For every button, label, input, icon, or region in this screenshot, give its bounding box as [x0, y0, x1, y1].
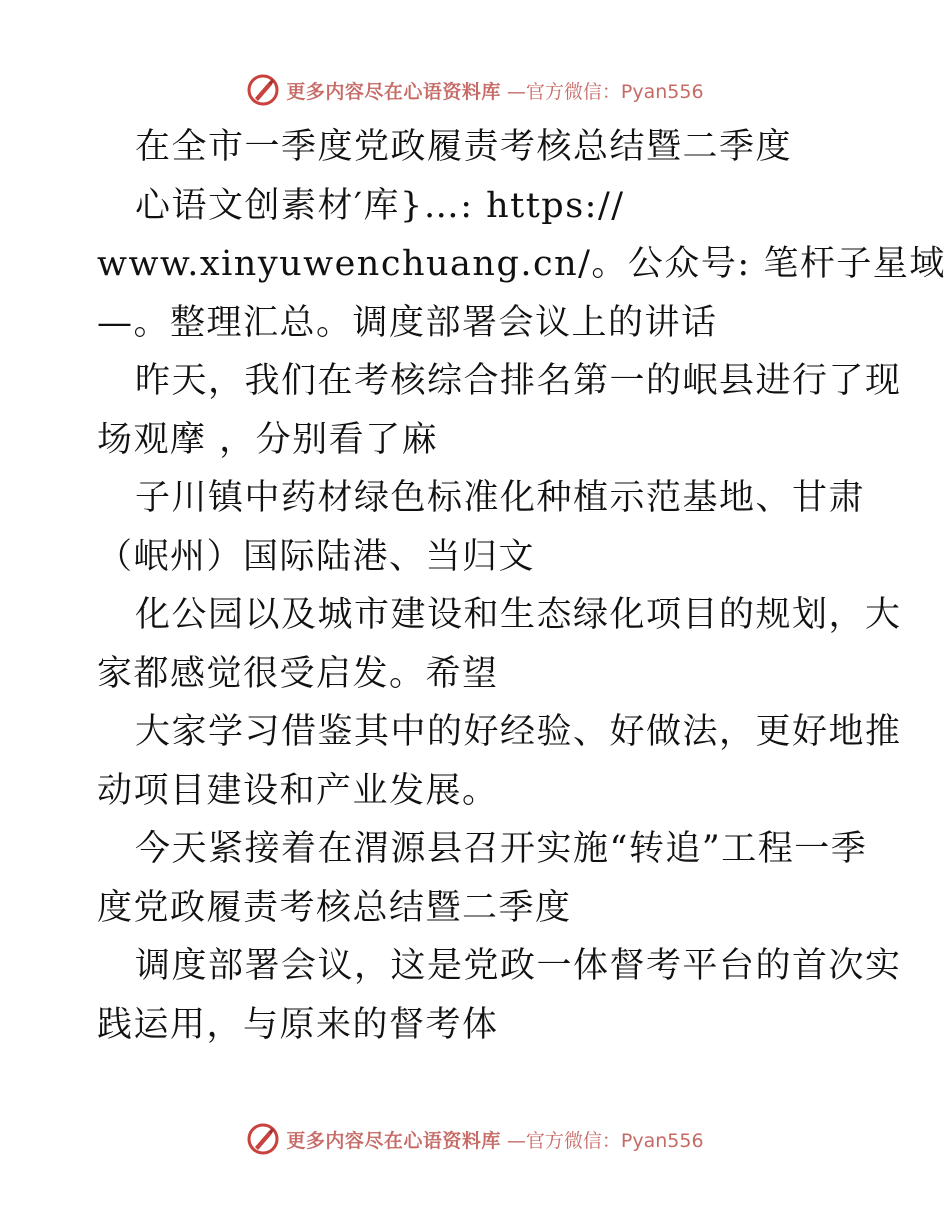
- body-line: 化公园以及城市建设和生态绿化项目的规划，大: [135, 595, 902, 635]
- body-line: www.xinyuwenchuang.cn/。公众号: 笔杆子星域: [97, 244, 946, 284]
- body-line: 子川镇中药材绿色标准化种植示范基地、甘肃: [135, 478, 866, 518]
- body-line: （岷州）国际陆港、当归文: [97, 536, 536, 577]
- body-line: 心语文创素材′库}…: https://: [135, 185, 625, 226]
- body-line: 大家学习借鉴其中的好经验、好做法，更好地推: [135, 712, 902, 752]
- header-brand-text: 更多内容尽在心语资料库: [286, 80, 501, 103]
- footer-banner: [0, 1119, 950, 1159]
- body-line: 度党政履责考核总结暨二季度: [97, 887, 572, 928]
- pen-logo-icon: [246, 73, 280, 107]
- body-line: 践运用，与原来的督考体: [97, 1004, 499, 1045]
- body-line: 昨天，我们在考核综合排名第一的岷县进行了现: [135, 361, 902, 401]
- header-banner: [0, 70, 950, 110]
- pen-logo-icon: [246, 1122, 280, 1156]
- body-line: 动项目建设和产业发展。: [97, 770, 499, 811]
- body-line: 今天紧接着在渭源县召开实施“转追”工程一季: [135, 829, 868, 869]
- footer-brand-text: 更多内容尽在心语资料库: [286, 1129, 501, 1152]
- body-line: 家都感觉很受启发。希望: [97, 653, 499, 694]
- body-line: 场观摩 ，分别看了麻: [97, 419, 439, 460]
- body-line: 调度部署会议，这是党政一体督考平台的首次实: [135, 946, 902, 986]
- document-body: [97, 118, 946, 1054]
- footer-contact-text: —官方微信：Pyan556: [506, 1129, 704, 1152]
- body-line: —。整理汇总。调度部署会议上的讲话: [97, 302, 718, 343]
- header-contact-text: —官方微信：Pyan556: [506, 80, 704, 103]
- body-line: 在全市一季度党政履责考核总结暨二季度: [135, 127, 793, 167]
